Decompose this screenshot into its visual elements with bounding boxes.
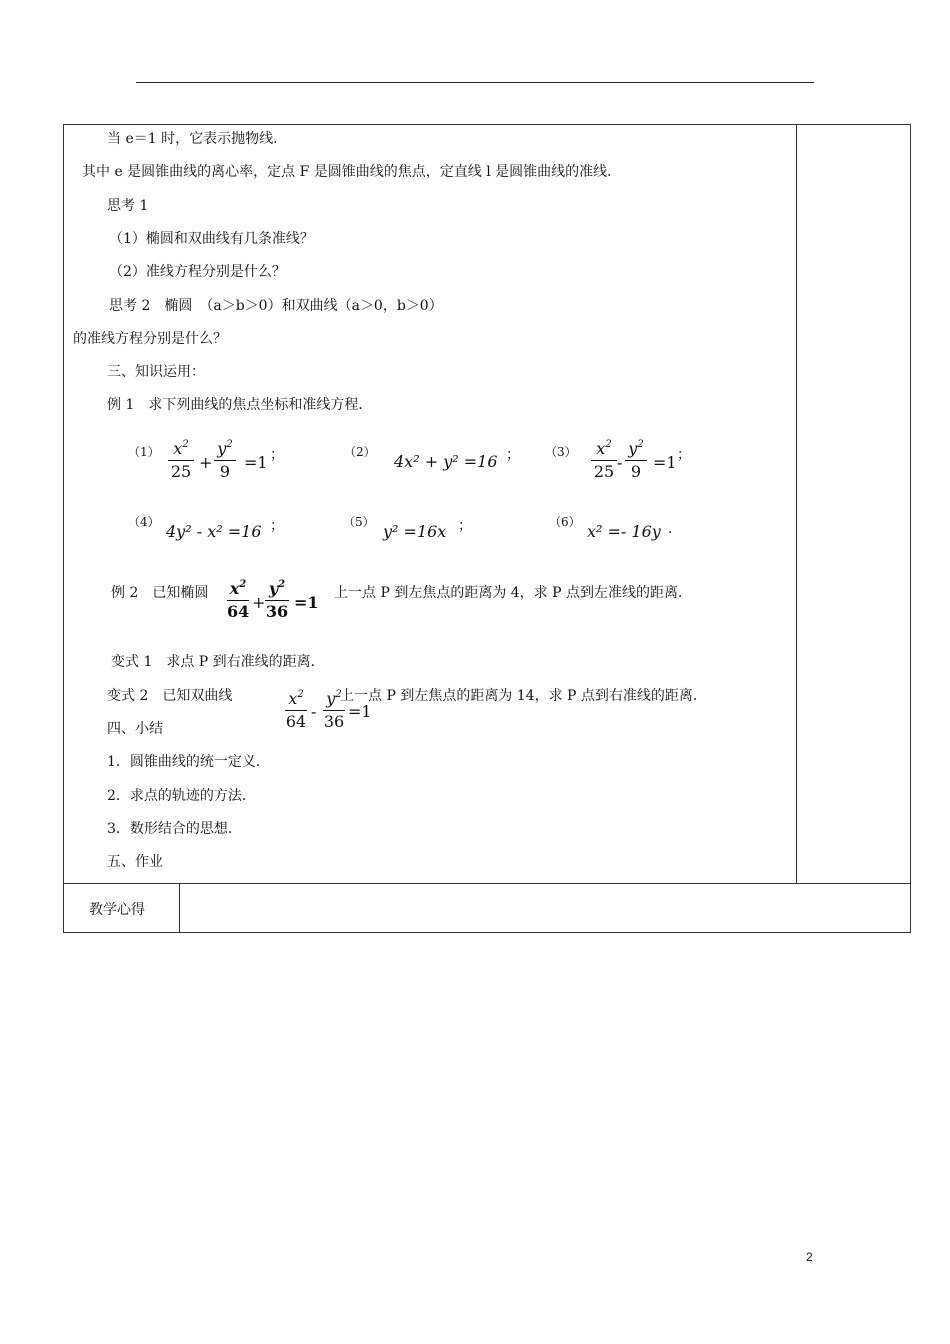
text-line: 其中 e 是圆锥曲线的离心率，定点 F 是圆锥曲线的焦点，定直线 l 是圆锥曲线的准线．	[82, 164, 622, 180]
text-line: 的准线方程分别是什么？	[73, 331, 227, 347]
summary-item: 3．数形结合的思想．	[107, 821, 242, 837]
problem-number: （5）	[343, 515, 375, 529]
text-line: （1）椭圆和双曲线有几条准线？	[109, 231, 314, 247]
semicolon: ；	[270, 447, 284, 463]
section-heading: 三、知识运用：	[107, 364, 205, 380]
text-line: （2）准线方程分别是什么？	[109, 264, 286, 280]
fraction: $y^2$ 9	[625, 440, 647, 481]
footer-label: 教学心得	[89, 902, 145, 918]
text-line: 变式 2 已知双曲线	[107, 688, 233, 704]
formula: 4y² - x² =16	[166, 522, 262, 541]
header-rule	[136, 82, 814, 83]
formula: x² =- 16y	[587, 522, 661, 541]
footer-label-divider	[179, 883, 180, 933]
operator: +	[199, 453, 213, 472]
text-line: 思考 1	[107, 198, 149, 214]
text-line: 例 2 已知椭圆	[111, 585, 209, 601]
fraction: $y^2$ 36	[265, 579, 289, 621]
text-line: 变式 1 求点 P 到右准线的距离．	[111, 654, 325, 670]
fraction: $x^2$ 25	[591, 440, 617, 481]
fraction: $x^2$ 64	[227, 579, 250, 621]
section-heading: 五、作业	[107, 854, 163, 870]
fraction: $x^2$ 25	[168, 440, 194, 481]
operator: -	[617, 453, 623, 472]
text-line: 当 e＝1 时，它表示抛物线．	[107, 131, 288, 147]
fraction: $x^2$ 64	[285, 689, 307, 731]
period: ．	[668, 521, 682, 537]
summary-item: 1．圆锥曲线的统一定义．	[107, 754, 270, 770]
formula: 4x² + y² =16	[394, 452, 498, 471]
equals: =1	[244, 453, 268, 472]
text-line: 例 1 求下列曲线的焦点坐标和准线方程．	[107, 397, 373, 413]
text-line: 上一点 P 到左焦点的距离为 4，求 P 点到左准线的距离．	[334, 585, 692, 601]
problem-number: （1）	[128, 445, 160, 459]
semicolon: ；	[677, 447, 691, 463]
semicolon: ；	[506, 447, 520, 463]
fraction: $y^2$ 36	[323, 689, 345, 731]
text-line: 上一点 P 到左焦点的距离为 14，求 P 点到右准线的距离．	[340, 688, 707, 704]
operator: -	[311, 702, 317, 721]
equals: =1	[653, 453, 677, 472]
semicolon: ；	[270, 518, 284, 534]
text-line: 思考 2 椭圆 （a＞b＞0）和双曲线（a＞0，b＞0）	[109, 298, 443, 314]
formula: y² =16x	[383, 522, 447, 541]
problem-number: （3）	[545, 445, 577, 459]
problem-number: （4）	[128, 515, 160, 529]
equals: =1	[348, 702, 372, 721]
section-heading: 四、小结	[107, 721, 163, 737]
operator: +	[252, 593, 266, 612]
semicolon: ；	[458, 518, 472, 534]
footer-row-divider	[63, 883, 911, 884]
page-number: 2	[806, 1250, 813, 1264]
summary-item: 2．求点的轨迹的方法．	[107, 788, 256, 804]
equals: =1	[294, 593, 319, 612]
fraction: $y^2$ 9	[214, 440, 236, 481]
problem-number: （6）	[549, 515, 581, 529]
problem-number: （2）	[344, 445, 376, 459]
right-column-divider	[796, 124, 797, 883]
